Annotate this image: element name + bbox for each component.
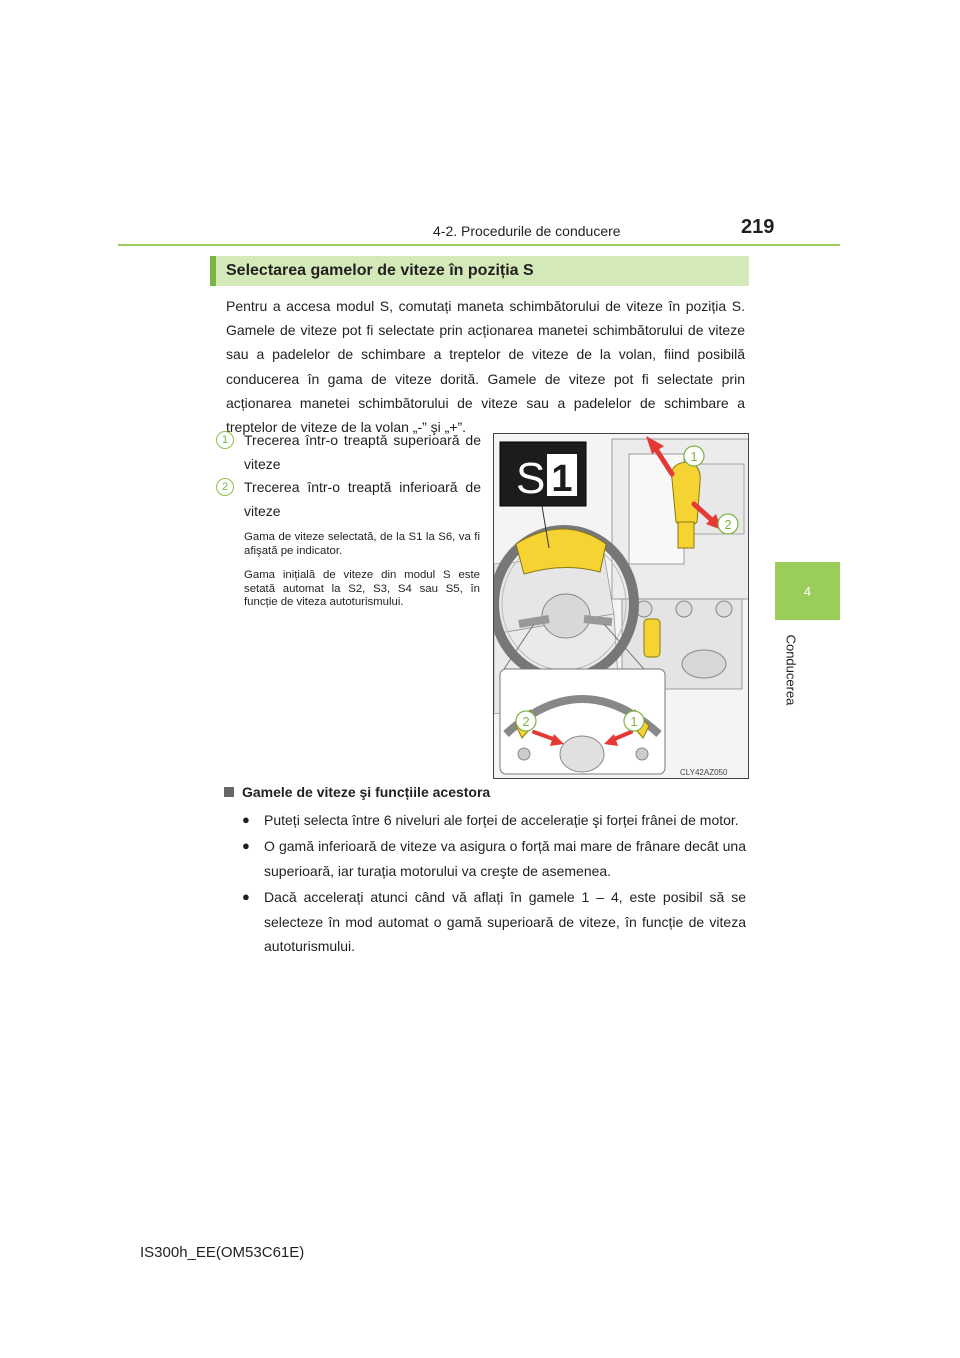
document-code: IS300h_EE(OM53C61E) (140, 1244, 305, 1261)
chapter-label (782, 628, 800, 712)
callout-1-icon: 1 (690, 449, 698, 464)
header-rule (118, 244, 840, 246)
chapter-tab (775, 562, 840, 620)
inset-callout-1-icon: 1 (630, 714, 638, 729)
shift-illustration (493, 433, 749, 779)
chapter-label-text: Conducerea (783, 634, 799, 706)
square-bullet-icon (224, 787, 234, 797)
list-item-text: Puteți selecta între 6 niveluri ale forței de accelerație şi forței frânei de motor. (264, 812, 739, 828)
indicator-letter: S (516, 454, 546, 503)
step-text: Trecerea într-o treaptă inferioară de viteze (244, 479, 481, 519)
subsection-title-text: Gamele de viteze şi funcțiile acestora (242, 784, 491, 800)
callout-2-icon: 2 (724, 517, 732, 532)
bullet-dot-icon: ● (242, 838, 250, 853)
step-item (206, 428, 481, 476)
chapter-number: 4 (803, 583, 812, 599)
note-text: Gama inițială de viteze din modul S este setată automat la S2, S3, S4 sau S5, în funcție de viteza autoturismului. (244, 569, 480, 608)
list-item (244, 885, 746, 959)
step-text: Trecerea într-o treaptă superioară de viteze (244, 432, 481, 472)
figure-code: CLY42AZ050 (680, 768, 728, 777)
note-text: Gama de viteze selectată, de la S1 la S6, va fi afişată pe indicator. (244, 531, 480, 557)
shift-illustration-drawing (494, 434, 749, 779)
bullet-dot-icon: ● (242, 889, 250, 904)
list-item-text: Dacă accelerați atunci când vă aflați în gamele 1 – 4, este posibil să se selecteze în mod automat o gamă superioară de viteze, în funcție de viteza autoturismului. (264, 889, 746, 954)
bullet-dot-icon: ● (242, 812, 250, 827)
step-item (206, 475, 481, 523)
step-number-icon: 2 (216, 478, 234, 496)
section-title: Selectarea gamelor de viteze în poziția S (226, 262, 534, 279)
list-item (244, 808, 746, 833)
running-header-section: 4-2. Procedurile de conducere (433, 223, 621, 239)
step-number-icon: 1 (216, 431, 234, 449)
page-number: 219 (741, 216, 775, 238)
subsection-title (224, 784, 490, 800)
intro-paragraph: Pentru a accesa modul S, comutați maneta schimbătorului de viteze în poziția S. Gamele de viteze pot fi selectate prin acționarea manetei schimbătorului de viteze sau a padelelor de schimbare a treptelor de viteze de la volan, fiind posibilă conducerea în gama de viteze dorită. Gamele de viteze pot fi selectate prin acționarea manetei schimbătorului de viteze sau a padelelor de schimbare a treptelor de viteze de la volan „-” şi „+”. (226, 298, 745, 436)
indicator-number: 1 (551, 458, 573, 500)
list-item (244, 834, 746, 883)
list-item-text: O gamă inferioară de viteze va asigura o forță mai mare de frânare decât una superioară, iar turația motorului va creşte de asemenea. (264, 838, 746, 879)
inset-callout-2-icon: 2 (522, 714, 530, 729)
section-title-bar (210, 256, 749, 286)
